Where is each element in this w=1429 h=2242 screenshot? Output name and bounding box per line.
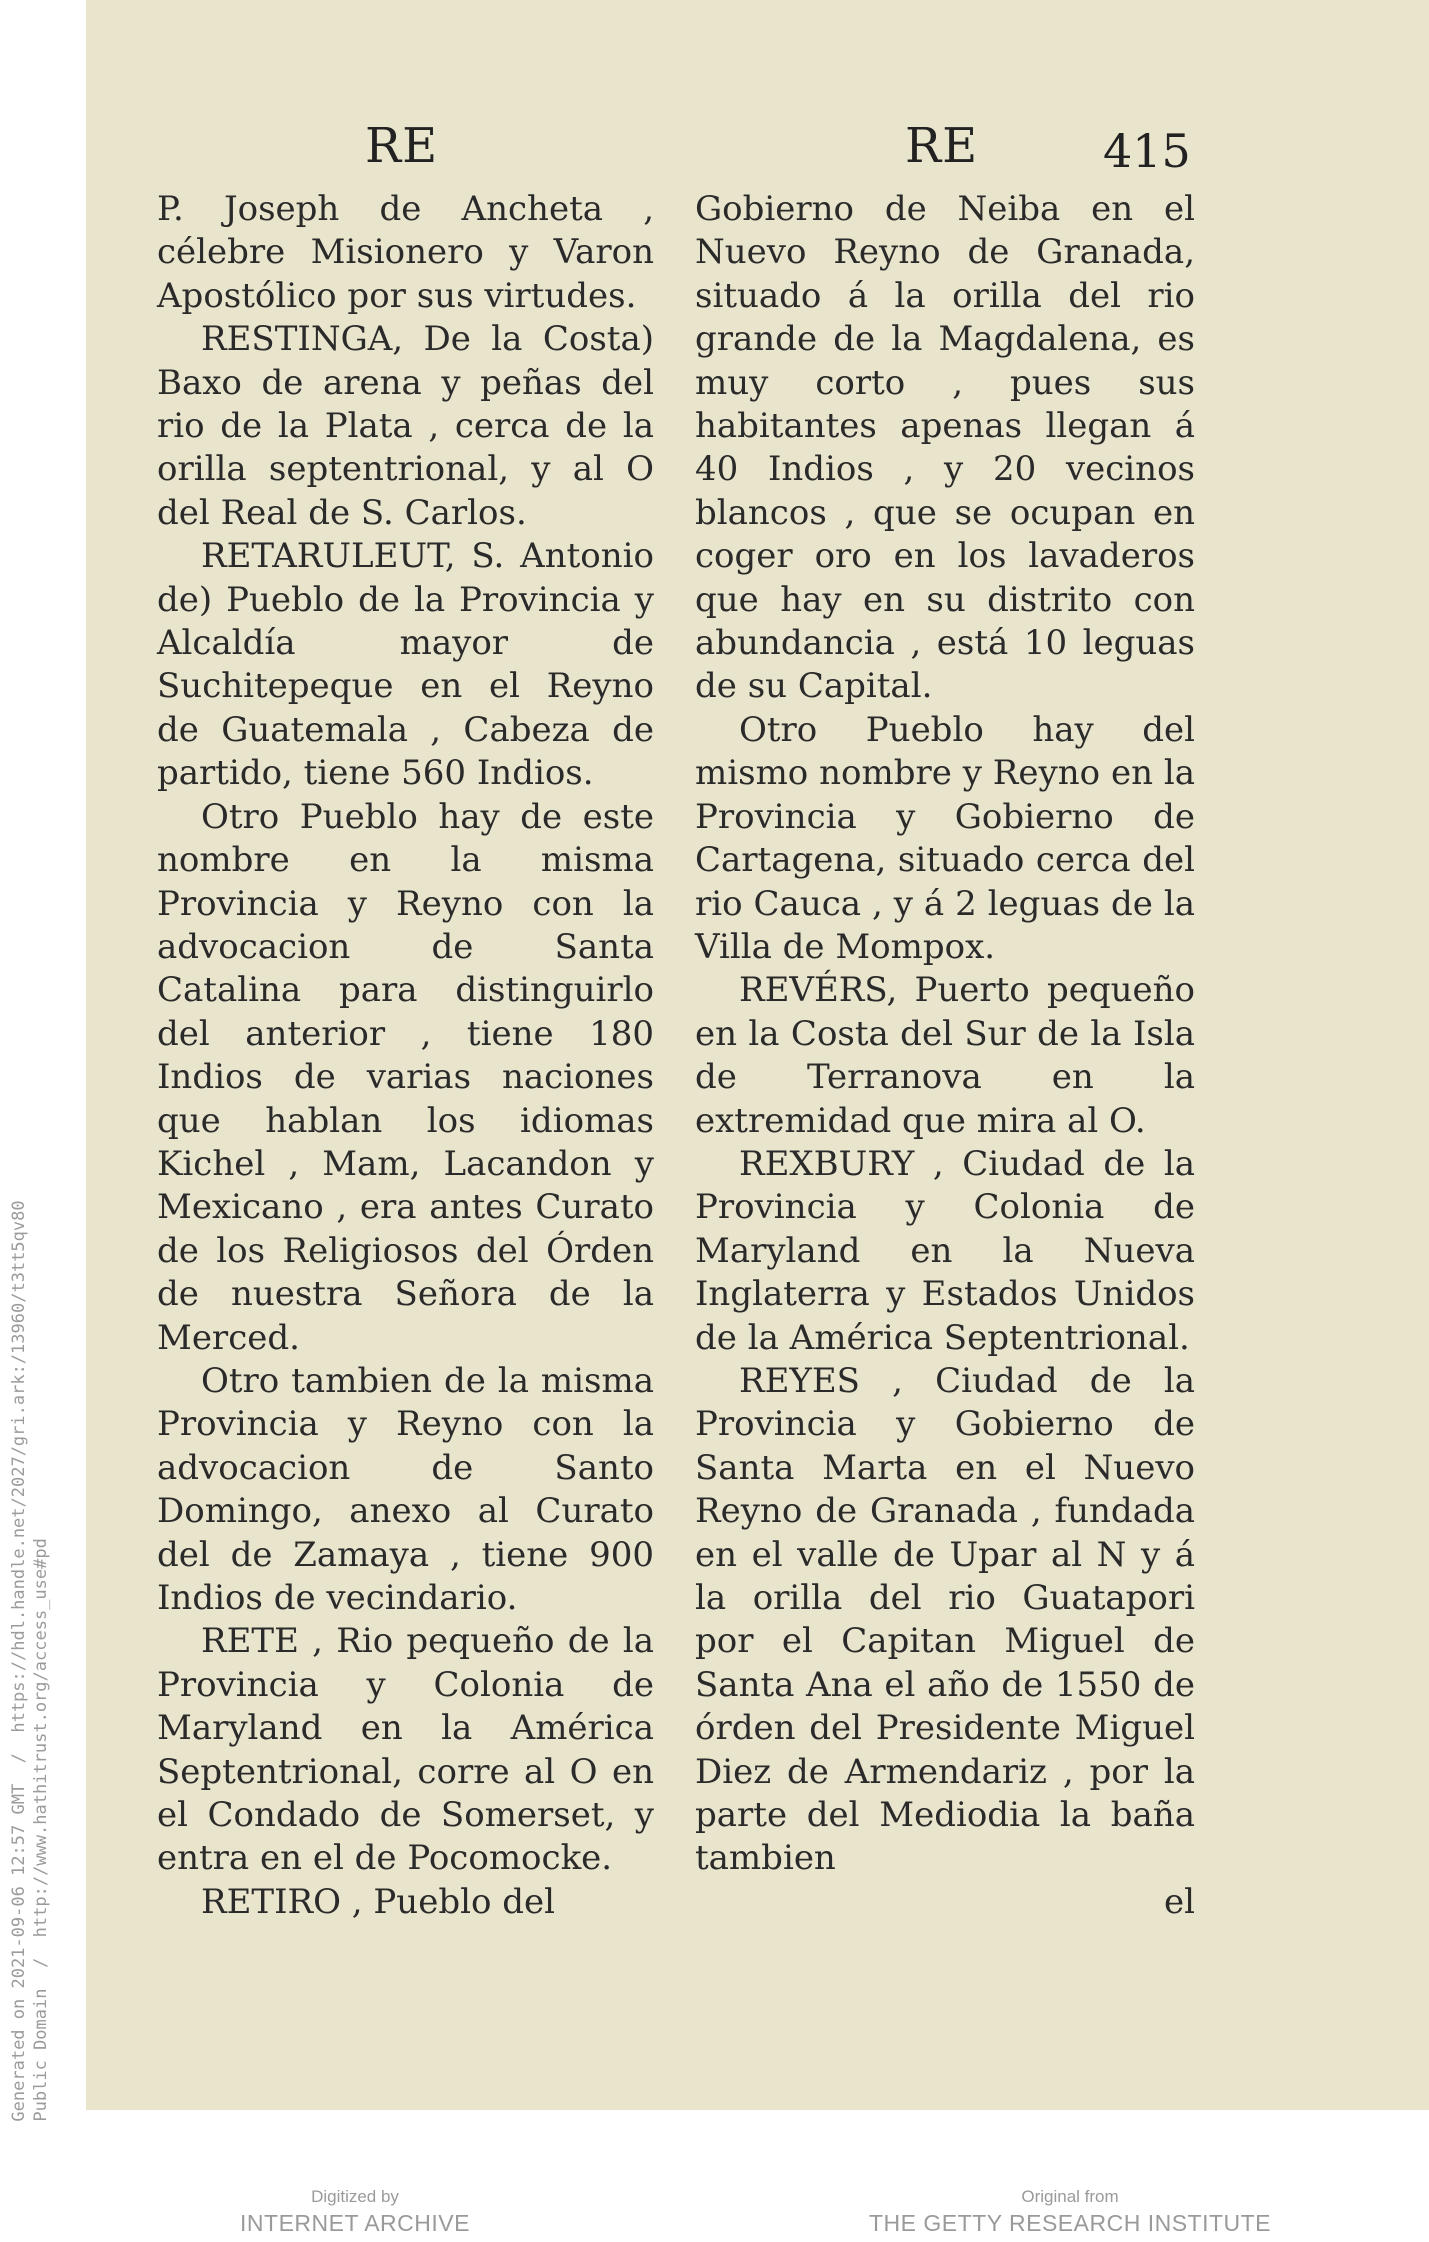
paragraph: RETARULEUT, S. Antonio de) Pueblo de la Provincia y Alcaldía mayor de Suchitepeque en el Reyno de Guatemala , Cabeza de partido, tiene 560 Indios.	[157, 536, 654, 794]
digitizer-name: INTERNET ARCHIVE	[240, 2210, 470, 2236]
paragraph: RETE , Rio pequeño de la Provincia y Colonia de Maryland en la América Septentrional, corre al O en el Condado de Somerset, y entra en el de Pocomocke.	[157, 1621, 654, 1879]
source-institution-name: THE GETTY RESEARCH INSTITUTE	[868, 2210, 1272, 2236]
running-header-right: RE	[905, 118, 979, 174]
watermark-line-1: Generated on 2021-09-06 12:57 GMT / https://hdl.handle.net/2027/gri.ark:/13960/t3tt5qv80	[9, 1200, 29, 2122]
paragraph: REXBURY , Ciudad de la Provincia y Colonia de Maryland en la Nueva Inglaterra y Estados Unidos de la América Septentrional.	[695, 1143, 1195, 1358]
original-from-credit	[860, 2186, 1280, 2238]
paragraph: RESTINGA, De la Costa) Baxo de arena y peñas del rio de la Plata , cerca de la orilla septentrional, y al O del Real de S. Carlos.	[157, 319, 654, 533]
paragraph: REVÉRS, Puerto pequeño en la Costa del Sur de la Isla de Terranova en la extremidad que mira al O.	[695, 970, 1195, 1141]
paragraph: Gobierno de Neiba en el Nuevo Reyno de Granada, situado á la orilla del rio grande de la Magdalena, es muy corto , pues sus habitantes apenas llegan á 40 Indios , y 20 vecinos blancos , que se ocupan en coger oro en los lavaderos que hay en su distrito con abundancia , está 10 leguas de su Capital.	[695, 189, 1195, 707]
paragraph: RETIRO , Pueblo del	[201, 1881, 555, 1922]
watermark-text	[8, 1200, 52, 2121]
watermark-line-2: Public Domain / http://www.hathitrust.org/access_use#pd	[31, 1538, 51, 2122]
paragraph: REYES , Ciudad de la Provincia y Gobierno de Santa Marta en el Nuevo Reyno de Granada , fundada en el valle de Upar al N y á la orilla del rio Guatapori por el Capitan Miguel de Santa Ana el año de 1550 de órden del Presidente Miguel Diez de Armendariz , por la parte del Mediodia la baña tambien	[695, 1360, 1195, 1879]
paragraph: Otro tambien de la misma Provincia y Reyno con la advocacion de Santo Domingo, anexo al Curato del de Zamaya , tiene 900 Indios de vecindario.	[157, 1360, 654, 1618]
paragraph: P. Joseph de Ancheta , célebre Misionero y Varon Apostólico por sus virtudes.	[157, 189, 654, 316]
right-column	[695, 188, 1195, 1924]
digitized-by-label: Digitized by	[311, 2187, 399, 2206]
paragraph: Otro Pueblo hay del mismo nombre y Reyno en la Provincia y Gobierno de Cartagena, situado cerca del rio Cauca , y á 2 leguas de la Villa de Mompox.	[695, 709, 1195, 967]
catchword: el	[1164, 1881, 1195, 1922]
page-number: 415	[1103, 124, 1191, 178]
digitized-by-credit	[195, 2186, 515, 2238]
left-column	[157, 188, 654, 1924]
paragraph: Otro Pueblo hay de este nombre en la misma Provincia y Reyno con la advocacion de Santa Catalina para distinguirlo del anterior , tiene 180 Indios de varias naciones que hablan los idiomas Kichel , Mam, Lacandon y Mexicano , era antes Curato de los Religiosos del Órden de nuestra Señora de la Merced.	[157, 796, 654, 1358]
running-header-left: RE	[365, 118, 439, 174]
original-from-label: Original from	[1021, 2187, 1119, 2206]
hathitrust-watermark	[0, 1094, 60, 2228]
